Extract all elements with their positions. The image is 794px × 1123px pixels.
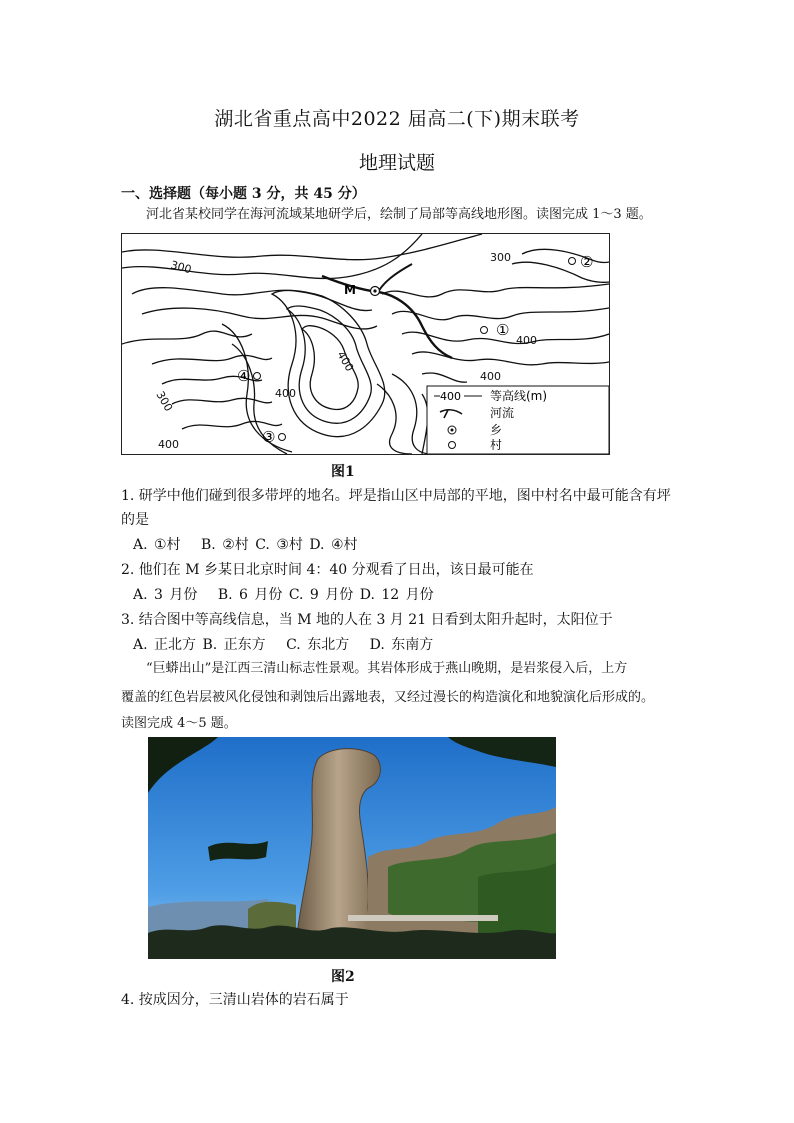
legend-contour-value: 400 <box>440 390 461 403</box>
contour-label: 300 <box>169 258 193 277</box>
town-label: M <box>344 283 356 297</box>
legend-town-text: 乡 <box>490 423 503 437</box>
contour-line <box>152 355 272 364</box>
contour-label: 400 <box>275 387 296 400</box>
river-branch <box>378 264 412 292</box>
contour-line <box>422 373 467 382</box>
question-1-stem-line2: 的是 <box>121 512 149 528</box>
legend-village-text: 村 <box>490 438 503 452</box>
contour-line <box>412 352 609 365</box>
contour-line <box>392 374 432 454</box>
figure1-caption: 图1 <box>331 464 355 480</box>
intro-text-2-line3: 读图完成 4～5 题。 <box>121 716 237 731</box>
contour-line <box>512 262 609 282</box>
figure2-caption: 图2 <box>331 969 355 985</box>
contour-line <box>172 398 272 404</box>
rock-pillar-photo-svg <box>148 737 556 959</box>
contour-line <box>392 308 609 320</box>
question-2-stem: 2. 他们在 M 乡某日北京时间 4：40 分观看了日出，该日最可能在 <box>121 562 534 578</box>
contour-label: 400 <box>480 370 501 383</box>
village-marker-2: ② <box>580 253 594 271</box>
village-symbol <box>569 258 576 265</box>
village-marker-1: ① <box>496 321 510 339</box>
village-symbol <box>481 327 488 334</box>
contour-line <box>122 331 252 344</box>
question-2-options: A. 3 月份 B. 6 月份 C. 9 月份 D. 12 月份 <box>133 587 434 603</box>
page-subtitle: 地理试题 <box>358 152 435 174</box>
contour-label: 400 <box>516 334 537 347</box>
question-3-stem: 3. 结合图中等高线信息，当 M 地的人在 3 月 21 日看到太阳升起时，太阳位于 <box>121 612 613 628</box>
town-symbol-dot <box>373 289 376 292</box>
contour-line <box>522 249 609 262</box>
question-3-options: A. 正北方 B. 正东方 C. 东北方 D. 东南方 <box>133 637 434 653</box>
intro-text-1: 河北省某校同学在海河流域某地研学后，绘制了局部等高线地形图。读图完成 1～3 题。 <box>146 207 652 222</box>
intro-text-2-line2: 覆盖的红色岩层被风化侵蚀和剥蚀后出露地表，又经过漫长的构造演化和地貌演化后形成的。 <box>121 690 655 705</box>
contour-line <box>142 308 377 329</box>
intro-text-2-line1: “巨蟒出山”是江西三清山标志性景观。其岩体形成于燕山晚期，是岩浆侵入后，上方 <box>146 661 628 676</box>
contour-line <box>382 284 609 297</box>
contour-label: 400 <box>158 438 179 451</box>
contour-label: 300 <box>153 389 176 414</box>
contour-map-svg <box>122 234 609 454</box>
contour-line <box>272 290 385 436</box>
question-1-options: A. ①村 B. ②村 C. ③村 D. ④村 <box>133 537 358 553</box>
contour-map <box>121 233 610 455</box>
contour-label: 400 <box>334 349 357 374</box>
contour-line <box>132 288 372 311</box>
village-marker-4: ④ <box>237 367 251 385</box>
rock-pillar-photo <box>148 737 556 959</box>
contour-line <box>122 234 422 279</box>
village-marker-3: ③ <box>262 428 276 446</box>
contour-label: 300 <box>490 251 511 264</box>
question-1-stem-line1: 1. 研学中他们碰到很多带坪的地名。坪是指山区中局部的平地，图中村名中最可能含有坪 <box>121 488 671 504</box>
legend-contour-text: 等高线(m) <box>490 389 548 403</box>
contour-line <box>377 384 412 454</box>
legend-river-text: 河流 <box>490 406 515 420</box>
contour-line <box>287 306 371 423</box>
village-symbol <box>279 434 286 441</box>
village-symbol <box>254 373 261 380</box>
question-4-stem: 4. 按成因分，三清山岩体的岩石属于 <box>121 992 349 1008</box>
section-heading: 一、选择题（每小题 3 分，共 45 分） <box>121 186 366 202</box>
page-title: 湖北省重点高中2022 届高二(下)期末联考 <box>214 108 580 130</box>
contour-line <box>122 234 482 260</box>
